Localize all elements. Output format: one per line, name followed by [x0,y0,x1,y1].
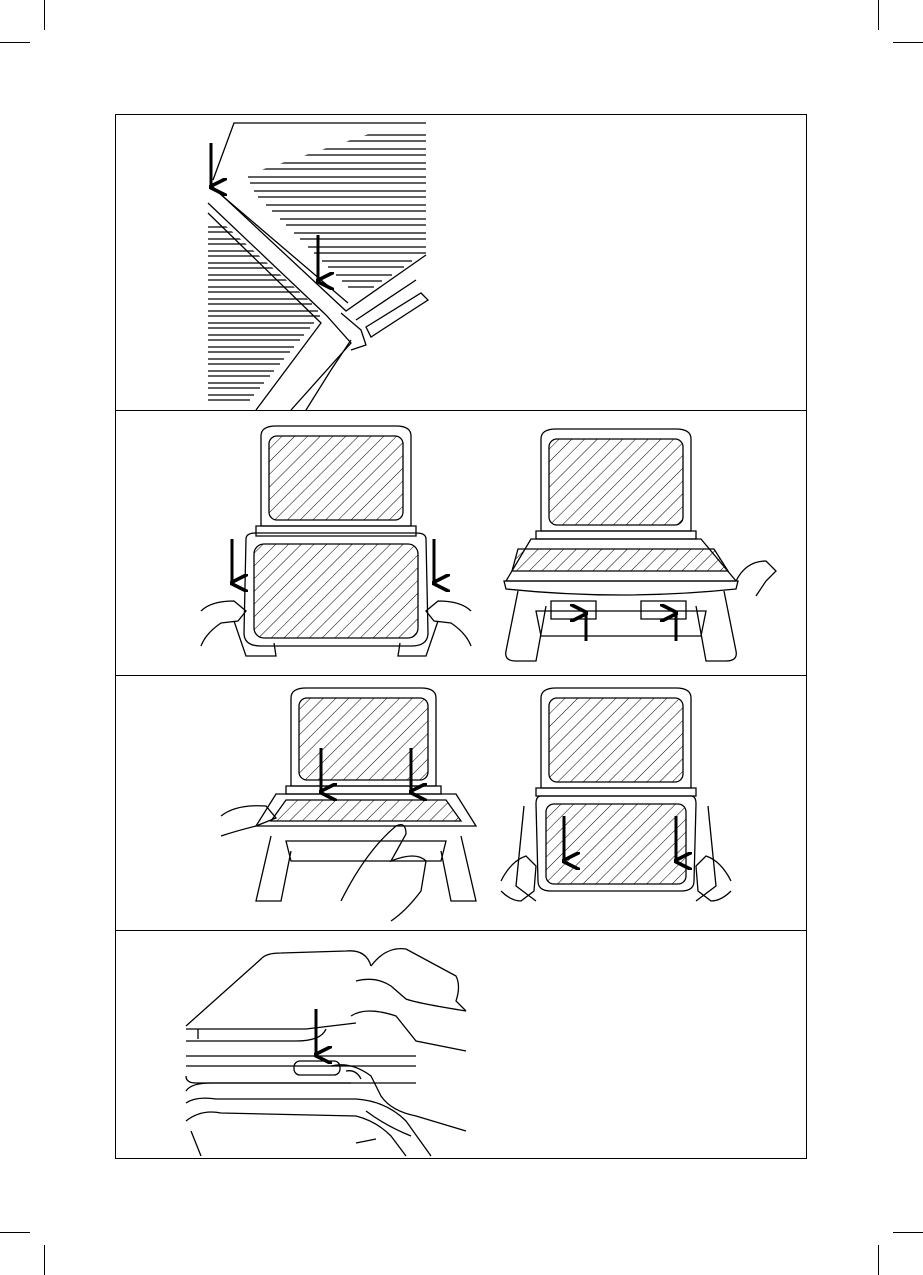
crop-mark [0,42,30,43]
crop-mark [878,1245,879,1275]
grill-front-remove-plate [504,429,776,661]
panel-step-2 [116,410,806,675]
crop-mark [44,0,45,30]
grill-release-button-closeup [116,931,806,1159]
grill-front-views-step-3 [116,676,806,931]
panel-step-3 [116,675,806,930]
panel-step-4 [116,930,806,1158]
crop-mark [0,1232,30,1233]
grill-slide-plate-in [221,688,476,921]
crop-mark [893,1232,923,1233]
panel-step-1 [116,115,806,410]
grill-press-plate-down [501,688,731,901]
grill-front-views-step-2 [116,411,806,676]
down-arrow-icon [211,143,318,281]
crop-mark [44,1245,45,1275]
illustration-frame [115,114,807,1159]
crop-mark [893,42,923,43]
grill-front-insert-plate [201,426,471,656]
grill-plate-hinge-closeup [116,115,806,410]
up-arrow-icon [586,613,676,641]
crop-mark [878,0,879,30]
